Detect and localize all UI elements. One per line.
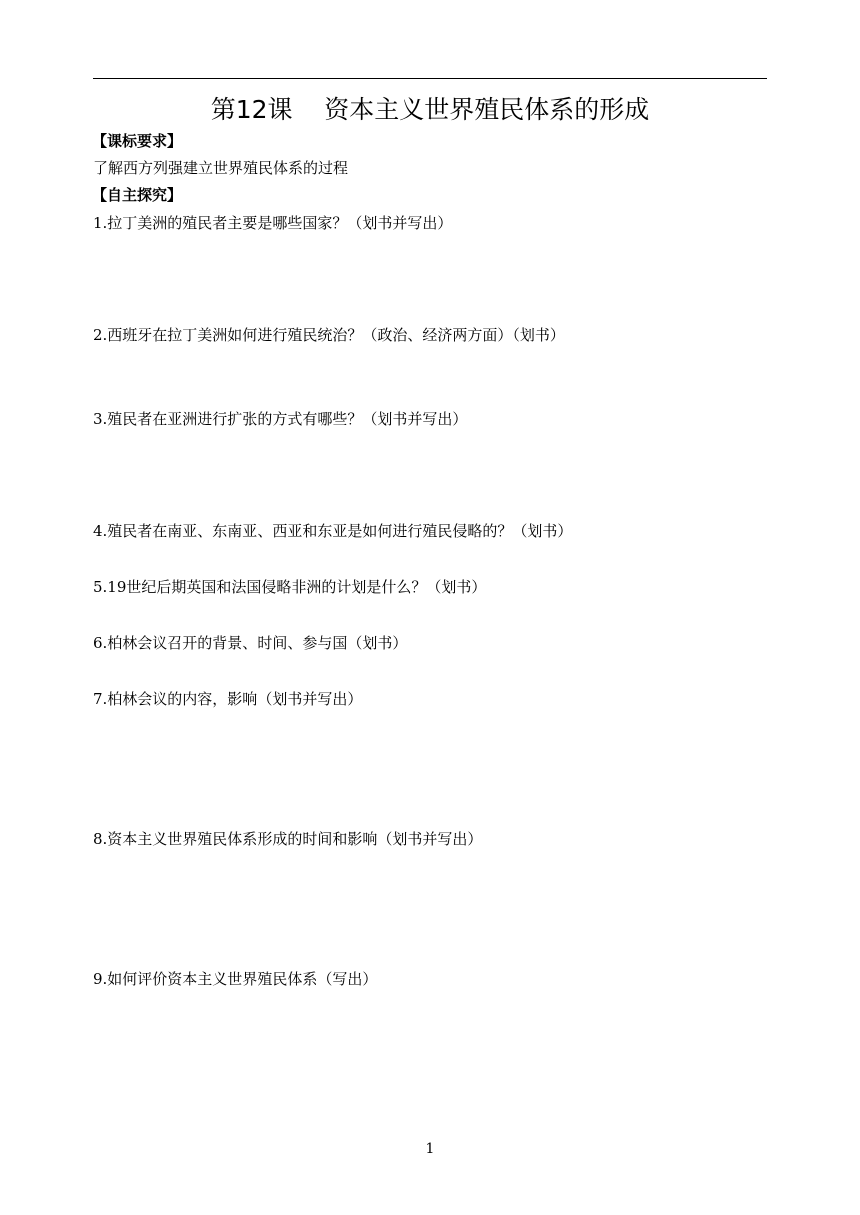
page-number: 1 [425,1141,435,1157]
question-2: 2.西班牙在拉丁美洲如何进行殖民统治？（政治、经济两方面）（划书） [93,326,565,344]
question-9: 9.如何评价资本主义世界殖民体系（写出） [93,970,378,988]
curriculum-text: 了解西方列强建立世界殖民体系的过程 [93,159,349,177]
question-7: 7.柏林会议的内容，影响（划书并写出） [93,690,363,708]
question-3: 3.殖民者在亚洲进行扩张的方式有哪些？（划书并写出） [93,410,468,428]
question-5: 5.19世纪后期英国和法国侵略非洲的计划是什么？（划书） [93,578,487,596]
page-title: 第12课 资本主义世界殖民体系的形成 [210,95,650,124]
header-rule [93,78,767,79]
question-4: 4.殖民者在南亚、东南亚、西亚和东亚是如何进行殖民侵略的？（划书） [93,522,573,540]
question-1: 1.拉丁美洲的殖民者主要是哪些国家？（划书并写出） [93,214,453,232]
inquiry-heading: 【自主探究】 [92,186,183,204]
question-8: 8.资本主义世界殖民体系形成的时间和影响（划书并写出） [93,830,483,848]
question-6: 6.柏林会议召开的背景、时间、参与国（划书） [93,634,408,652]
curriculum-heading: 【课标要求】 [92,132,183,150]
